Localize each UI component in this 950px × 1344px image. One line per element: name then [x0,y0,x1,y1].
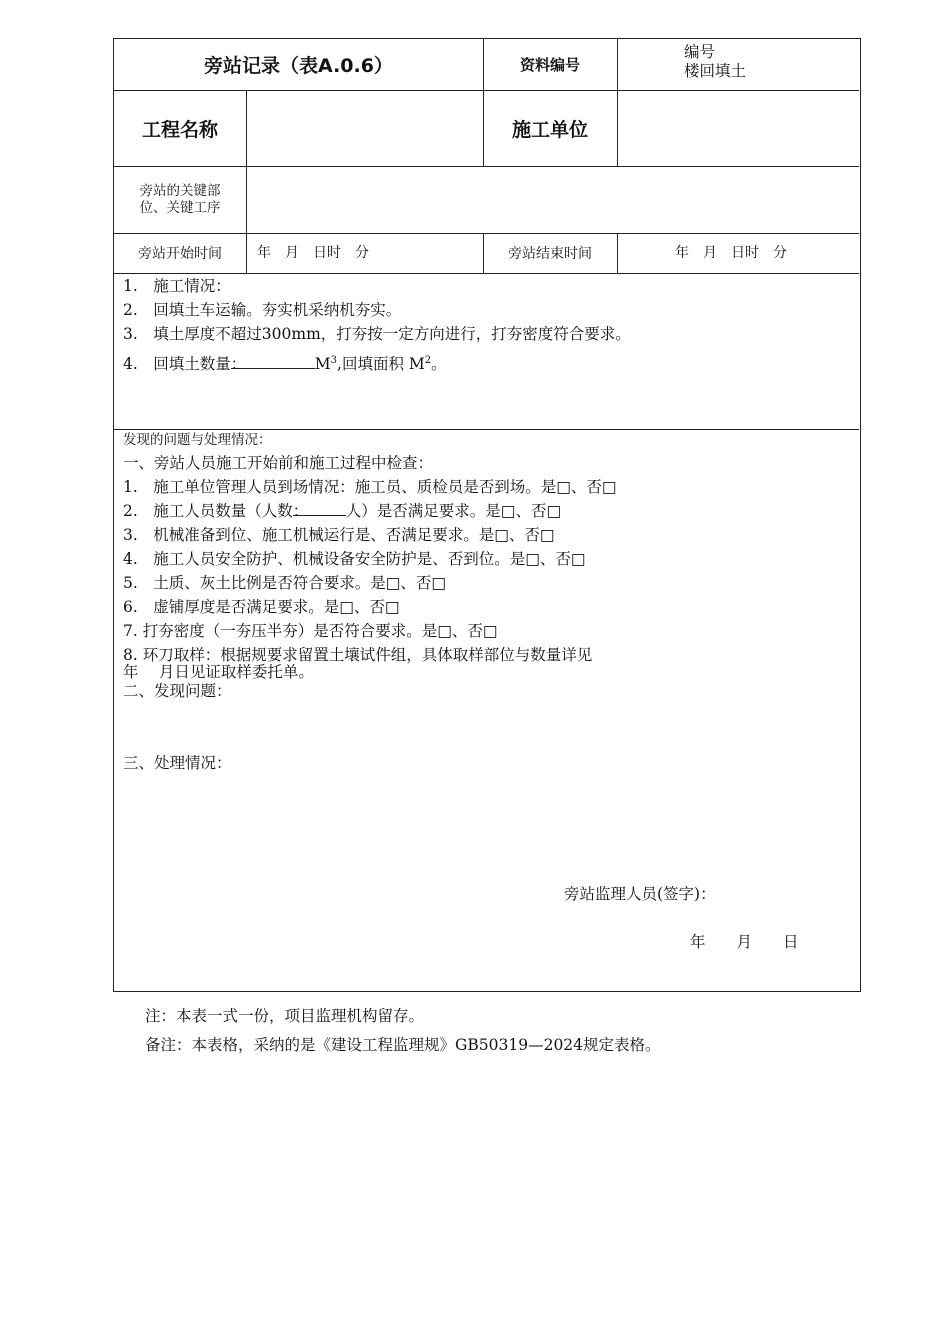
construction-line-4: 4. 回填土数量： $M^3$,回填面积 $M^2$。 [123,349,447,376]
footnote-2: 备注：本表格，采纳的是《建设工程监理规》GB50319—2024规定表格。 [145,1036,661,1054]
doc-no-value [684,43,746,81]
construction-line-2: 2. 回填土车运输。夯实机采纳机夯实。 [123,301,402,319]
contractor-field[interactable] [617,90,859,166]
start-time-label: 旁站开始时间 [138,246,222,262]
record-form [113,38,861,992]
check-item-8-cont: 年 月日见证取样委托单。 [123,663,314,681]
contractor-label: 施工单位 [511,118,588,141]
worker-count-blank[interactable]: ： [293,499,346,516]
exponent-3: 3 [330,355,338,366]
end-time-value[interactable]: 年 月 日时 分 [675,245,787,261]
key-part-label [114,166,246,233]
check-item-1: 1. 施工单位管理人员到场情况：施工员、质检员是否到场。是□、否□ [123,478,617,496]
exponent-2: 2 [424,355,432,366]
footnote-1: 注：本表一式一份，项目监理机构留存。 [145,1007,425,1025]
section-1-heading: 一、旁站人员施工开始前和施工过程中检查： [123,454,434,472]
check-item-4: 4. 施工人员安全防护、机械设备安全防护是、否到位。是□、否□ [123,550,586,568]
doc-no-line-2: 楼回填土 [684,62,747,80]
supervisor-signature-label: 旁站监理人员(签字)： [564,885,716,903]
project-name-field[interactable] [246,90,483,166]
check-item-8: 8. 环刀取样：根据规要求留置土壤试件组，具体取样部位与数量详见 [123,646,593,664]
check-item-3: 3. 机械准备到位、施工机械运行是、否满足要求。是□、否□ [123,526,555,544]
form-title: 旁站记录（表A.0.6） [204,55,393,77]
signature-date: 年 月 日 [690,933,799,951]
section-2-heading: 二、发现问题： [123,682,232,700]
project-name-label: 工程名称 [141,118,218,141]
construction-line-1: 1. 施工情况： [123,277,231,295]
end-time-label: 旁站结束时间 [508,246,592,262]
check-item-5: 5. 土质、灰土比例是否符合要求。是□、否□ [123,574,447,592]
doc-no-line-1: 编号 [684,43,716,61]
check-item-2: 2. 施工人员数量（人数： 人）是否满足要求。是□、否□ [123,499,561,523]
check-item-7: 7. 打夯密度（一夯压半夯）是否符合要求。是□、否□ [123,622,498,640]
key-part-label-line-1: 旁站的关键部 [139,182,221,199]
fill-quantity-label: 4. 回填土数量 [123,355,231,374]
check-item-6: 6. 虚铺厚度是否满足要求。是□、否□ [123,598,400,616]
start-time-value[interactable]: 年 月 日时 分 [257,245,369,261]
construction-line-3: 3. 填土厚度不超过300mm，打夯按一定方向进行，打夯密度符合要求。 [123,325,631,343]
fill-quantity-blank[interactable]: ： [231,352,315,369]
problems-heading: 发现的问题与处理情况： [123,432,272,448]
col-divider [617,233,618,273]
key-part-field[interactable] [246,166,859,233]
doc-no-label: 资料编号 [519,56,580,74]
key-part-label-line-2: 位、关键工序 [139,199,221,216]
section-3-heading: 三、处理情况： [123,754,232,772]
